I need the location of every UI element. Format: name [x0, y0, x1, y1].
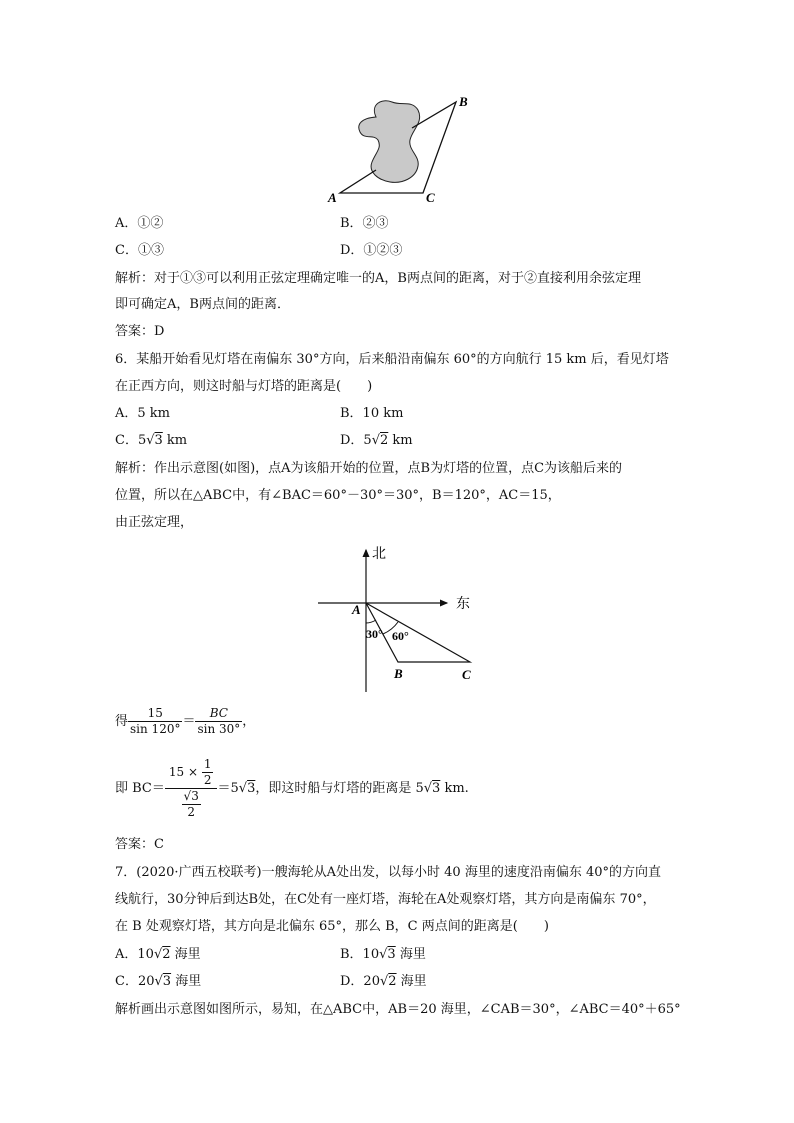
- q6-stem-1: 6．某船开始看见灯塔在南偏东 30°方向，后来船沿南偏东 60°的方向航行 15 km 后，看见灯塔: [115, 352, 669, 367]
- q6-option-c-rad: 3: [154, 433, 163, 448]
- fraction: [195, 706, 242, 737]
- compound-numerator: [165, 757, 218, 789]
- q7-stem-2: 线航行，30分钟后到达B处，在C处有一座灯塔，海轮在A处观察灯塔，其方向是南偏东 70°，: [115, 892, 656, 907]
- sqrt-sign: √: [379, 947, 388, 962]
- eq2-tail-rad: 3: [432, 781, 441, 796]
- eq1-equals: ＝: [182, 714, 196, 729]
- sqrt-sign: √: [183, 789, 192, 803]
- q7-option-c-post: 海里: [171, 974, 202, 989]
- label-B: B: [459, 94, 468, 109]
- eq2-num-a: 15 ×: [168, 765, 199, 779]
- label-C: C: [462, 667, 471, 682]
- q5-analysis-2: 即可确定A，B两点间的距离．: [115, 297, 290, 312]
- q7-stem-1: 7．(2020·广西五校联考)一艘海轮从A处出发，以每小时 40 海里的速度沿南偏东 40°的方向直: [115, 865, 662, 880]
- q6-answer: 答案：C: [115, 837, 164, 852]
- q6-option-d: [340, 431, 413, 451]
- label-east: 东: [456, 597, 470, 612]
- q7-option-b: [340, 945, 426, 965]
- q7-option-a: [115, 945, 201, 965]
- q7-option-b-rad: 3: [387, 947, 396, 962]
- q6-option-c-post: km: [162, 433, 188, 448]
- fraction-numerator: 15: [128, 706, 182, 722]
- eq2-pre: 即 BC＝: [115, 781, 165, 796]
- label-A: A: [352, 602, 361, 617]
- q6-option-c: [115, 431, 187, 451]
- q6-analysis-3: 由正弦定理，: [115, 515, 194, 530]
- sqrt-sign: √: [371, 433, 380, 448]
- sqrt-sign: √: [379, 974, 389, 989]
- label-C: C: [426, 190, 435, 205]
- eq2-tail-pre: ，即这时船与灯塔的距离是 5: [255, 781, 424, 796]
- sqrt3-rad: 3: [191, 789, 199, 803]
- label-60deg: 60°: [392, 629, 409, 643]
- q6-equation-2: [115, 752, 469, 826]
- q7-option-d: [340, 972, 427, 992]
- label-B: B: [394, 666, 403, 681]
- q5-answer: 答案：D: [115, 324, 165, 339]
- q6-equation-1: [115, 706, 255, 737]
- eq1-pre: 得: [115, 714, 129, 729]
- label-north: 北: [372, 547, 386, 562]
- q6-option-a: A．5 km: [115, 406, 170, 421]
- eq2-res-pre: ＝5: [217, 781, 239, 796]
- q6-option-d-pre: D．5: [340, 433, 372, 448]
- q7-analysis-1: 解析画出示意图如图所示，易知，在△ABC中，AB＝20 海里，∠CAB＝30°，∠ABC＝40°＋65°: [115, 1002, 681, 1017]
- q7-option-c: [115, 972, 201, 992]
- q7-option-c-pre: C．20: [115, 974, 155, 989]
- q7-option-a-pre: A．10: [115, 947, 154, 962]
- q6-option-c-pre: C．5: [115, 433, 147, 448]
- q5-option-a: A．①②: [115, 216, 164, 231]
- label-30deg: 30°: [366, 627, 383, 641]
- half-fraction: [202, 757, 214, 788]
- compound-fraction: [165, 757, 218, 820]
- q6-option-d-rad: 2: [380, 433, 389, 448]
- fraction: [128, 706, 182, 737]
- compound-denominator: [165, 789, 218, 820]
- eq1-post: ，: [242, 714, 256, 729]
- sqrt-sign: √: [146, 433, 155, 448]
- sqrt3-num: [182, 789, 201, 805]
- figure-lake-quadrilateral: [320, 90, 480, 210]
- sqrt3-over-2: [182, 789, 201, 820]
- lake-shape: [359, 101, 420, 183]
- sqrt-sign: √: [154, 974, 163, 989]
- q6-analysis-2: 位置，所以在△ABC中，有∠BAC＝60°－30°＝30°，B＝120°，AC＝15，: [115, 488, 561, 503]
- eq2-tail-post: km.: [440, 781, 469, 796]
- q6-option-d-post: km: [388, 433, 413, 448]
- q7-option-d-rad: 2: [388, 974, 397, 989]
- q7-option-d-post: 海里: [396, 974, 427, 989]
- fraction-denominator: sin 30°: [197, 722, 241, 736]
- half-den: 2: [203, 773, 212, 787]
- q5-option-b: B．②③: [340, 216, 389, 231]
- angle-arc-30: [366, 620, 376, 623]
- q7-option-a-post: 海里: [170, 947, 201, 962]
- q7-option-a-rad: 2: [162, 947, 171, 962]
- eq2-res-rad: 3: [247, 781, 256, 796]
- q7-stem-3: 在 B 处观察灯塔，其方向是北偏东 65°，那么 B，C 两点间的距离是( ): [115, 919, 549, 934]
- figure-compass-triangle: [310, 542, 490, 694]
- label-A: A: [328, 190, 337, 205]
- sqrt3-den: 2: [187, 805, 195, 819]
- fraction-denominator: sin 120°: [130, 722, 181, 736]
- half-num: 1: [203, 757, 212, 771]
- q7-option-c-rad: 3: [162, 974, 172, 989]
- q6-analysis-1: 解析：作出示意图(如图)，点A为该船开始的位置，点B为灯塔的位置，点C为该船后来的: [115, 461, 623, 476]
- fraction-numerator: BC: [195, 706, 242, 722]
- q7-option-d-pre: D．20: [340, 974, 380, 989]
- q5-analysis-1: 解析：对于①③可以利用正弦定理确定唯一的A，B两点间的距离，对于②直接利用余弦定理: [115, 271, 641, 286]
- q7-option-b-pre: B．10: [340, 947, 380, 962]
- q5-option-d: D．①②③: [340, 243, 403, 258]
- sqrt-sign: √: [153, 947, 163, 962]
- q5-option-c: C．①③: [115, 243, 164, 258]
- q7-option-b-post: 海里: [395, 947, 426, 962]
- sqrt-sign: √: [238, 781, 248, 796]
- q6-stem-2: 在正西方向，则这时船与灯塔的距离是( ): [115, 379, 373, 394]
- sqrt-sign: √: [423, 781, 433, 796]
- q6-option-b: B．10 km: [340, 406, 404, 421]
